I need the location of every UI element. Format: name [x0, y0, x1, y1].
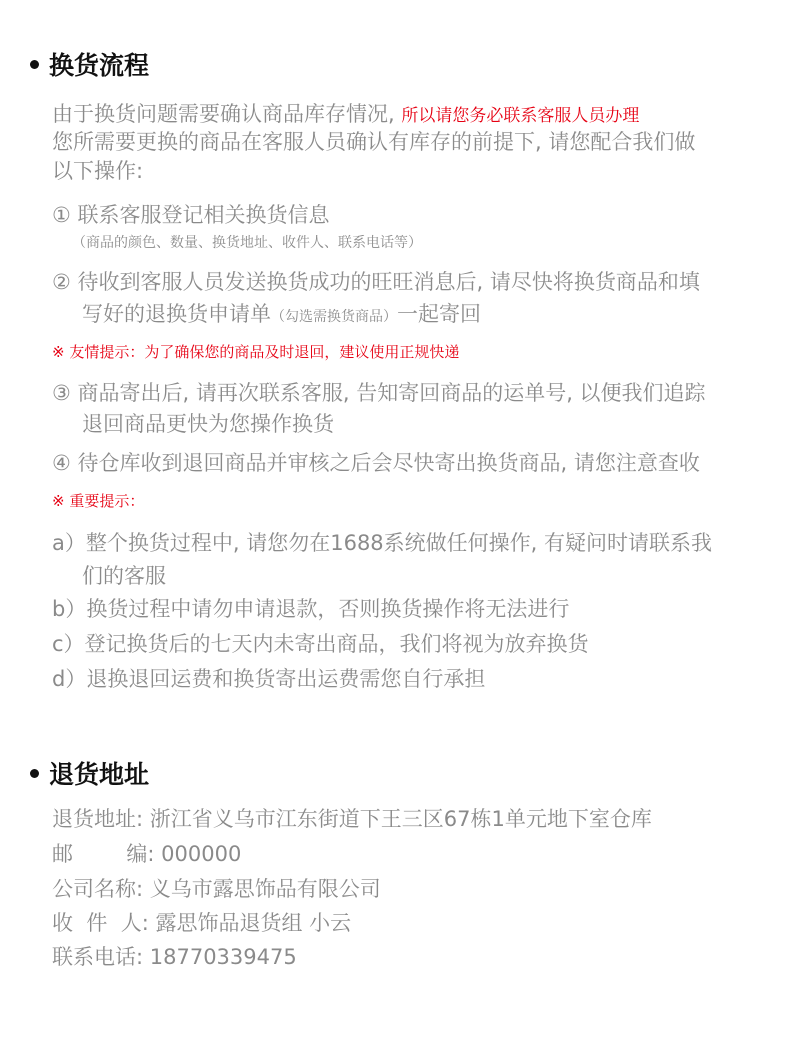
- intro-red-note: 所以请您务必联系客服人员办理: [401, 106, 640, 126]
- exchange-section-title: [30, 46, 149, 82]
- return-company-line: 公司名称: 义乌市露思饰品有限公司: [52, 877, 381, 901]
- exchange-step-2-line1: ② 待收到客服人员发送换货成功的旺旺消息后, 请尽快将换货商品和填: [52, 270, 700, 294]
- return-recipient-line: 收 件 人: 露思饰品退货组 小云: [52, 911, 352, 935]
- return-phone-line: 联系电话: 18770339475: [52, 945, 297, 969]
- note-b: b）换货过程中请勿申请退款，否则换货操作将无法进行: [52, 597, 570, 621]
- exchange-step-3-line2: 退回商品更快为您操作换货: [82, 412, 334, 436]
- exchange-intro-line2: 您所需要更换的商品在客服人员确认有库存的前提下, 请您配合我们做: [52, 130, 696, 154]
- exchange-intro-line3: 以下操作:: [52, 159, 144, 183]
- exchange-step-3-line1: ③ 商品寄出后, 请再次联系客服, 告知寄回商品的运单号, 以便我们追踪: [52, 381, 706, 405]
- friendly-tip: ※ 友情提示：为了确保您的商品及时退回，建议使用正规快递: [52, 343, 460, 361]
- bullet-icon: [30, 769, 39, 778]
- return-address-line: 退货地址: 浙江省义乌市江东街道下王三区67栋1单元地下室仓库: [52, 807, 652, 831]
- exchange-title-text: 换货流程: [49, 51, 150, 80]
- return-postcode-line: 邮 编: 000000: [52, 842, 242, 866]
- return-address-title-text: 退货地址: [49, 760, 150, 789]
- note-d: d）退换退回运费和换货寄出运费需您自行承担: [52, 667, 486, 691]
- exchange-step-1: ① 联系客服登记相关换货信息: [52, 203, 330, 227]
- exchange-step-4: ④ 待仓库收到退回商品并审核之后会尽快寄出换货商品, 请您注意查收: [52, 451, 700, 475]
- bullet-icon: [30, 60, 39, 69]
- return-address-section-title: [30, 755, 149, 791]
- step-2-small-note: （勾选需换货商品）: [271, 309, 397, 325]
- note-a-line2: 们的客服: [82, 564, 166, 588]
- exchange-step-1-note: （商品的颜色、数量、换货地址、收件人、联系电话等）: [72, 235, 422, 251]
- important-tip: ※ 重要提示：: [52, 492, 145, 510]
- note-a-line1: a）整个换货过程中, 请您勿在1688系统做任何操作, 有疑问时请联系我: [52, 531, 713, 555]
- exchange-step-2-line2: 写好的退换货申请单（勾选需换货商品）一起寄回: [82, 302, 481, 326]
- exchange-intro-line1: 由于换货问题需要确认商品库存情况, 所以请您务必联系客服人员办理: [52, 102, 640, 126]
- note-c: c）登记换货后的七天内未寄出商品，我们将视为放弃换货: [52, 632, 589, 656]
